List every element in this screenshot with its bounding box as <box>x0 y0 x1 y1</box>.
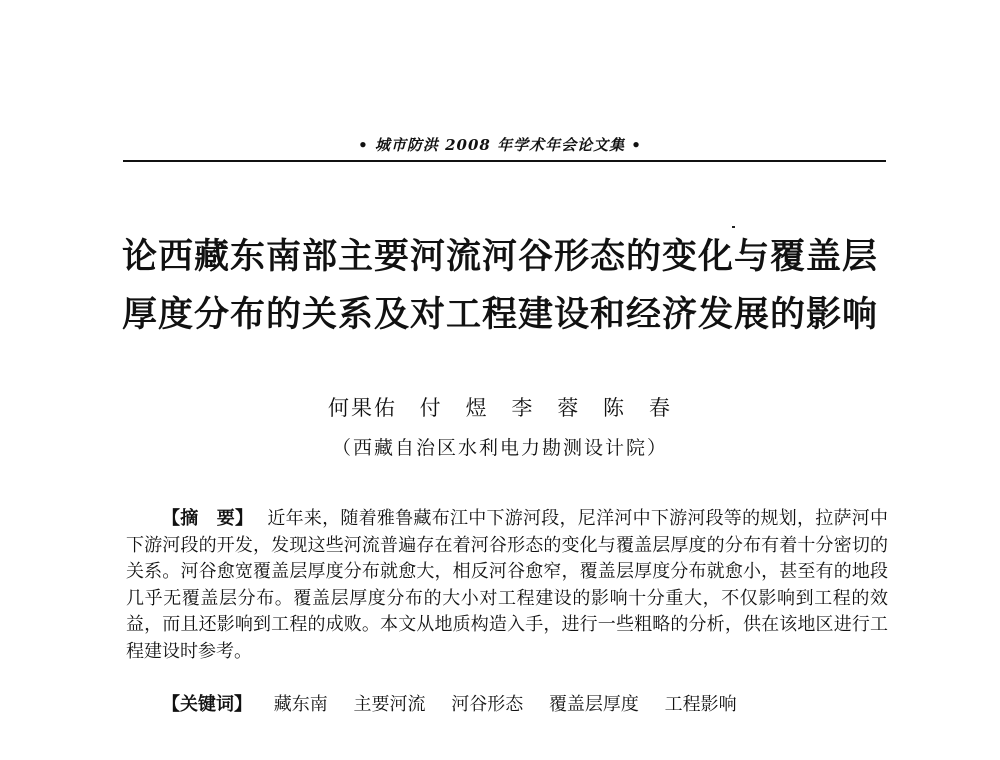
author-affiliation: （西藏自治区水利电力勘测设计院） <box>331 437 668 459</box>
keyword: 主要河流 <box>353 694 426 715</box>
keywords-label: 【关键词】 <box>162 694 252 715</box>
title-line-2: 厚度分布的关系及对工程建设和经济发展的影响 <box>121 294 878 335</box>
abstract-text: 近年来，随着雅鲁藏布江中下游河段，尼洋河中下游河段等的规划，拉萨河中下游河段的开发，发现这些河流普遍存在着河谷形态的变化与覆盖层厚度的分布有着十分密切的关系。河谷愈宽覆盖层厚度分布就愈大，相反河谷愈窄，覆盖层厚度分布就愈小，甚至有的地段几乎无覆盖层分布。覆盖层厚度分布的大小对工程建设的影响十分重大，不仅影响到工程的效益，而且还影响到工程的成败。本文从地质构造入手，进行一些粗略的分析，供在该地区进行工程建设时参考。 <box>126 508 889 662</box>
author-name: 何果佑 <box>327 396 397 420</box>
abstract-label: 【摘 要】 <box>162 508 254 529</box>
header-rule <box>123 160 886 162</box>
abstract-paragraph <box>126 506 888 665</box>
title-line-1: 论西藏东南部主要河流河谷形态的变化与覆盖层 <box>121 236 878 277</box>
keyword: 覆盖层厚度 <box>548 694 639 715</box>
keywords-line <box>162 692 882 718</box>
author-list <box>0 392 1000 422</box>
running-header: • 城市防洪 2008 年学术年会论文集 • <box>358 136 642 154</box>
paper-title <box>100 228 900 344</box>
keyword: 工程影响 <box>664 694 737 715</box>
keyword: 藏东南 <box>273 694 328 715</box>
author-name: 付 煜 <box>419 396 489 420</box>
author-name: 李 蓉 <box>511 396 581 420</box>
author-name: 陈 春 <box>603 396 673 420</box>
keyword: 河谷形态 <box>451 694 524 715</box>
